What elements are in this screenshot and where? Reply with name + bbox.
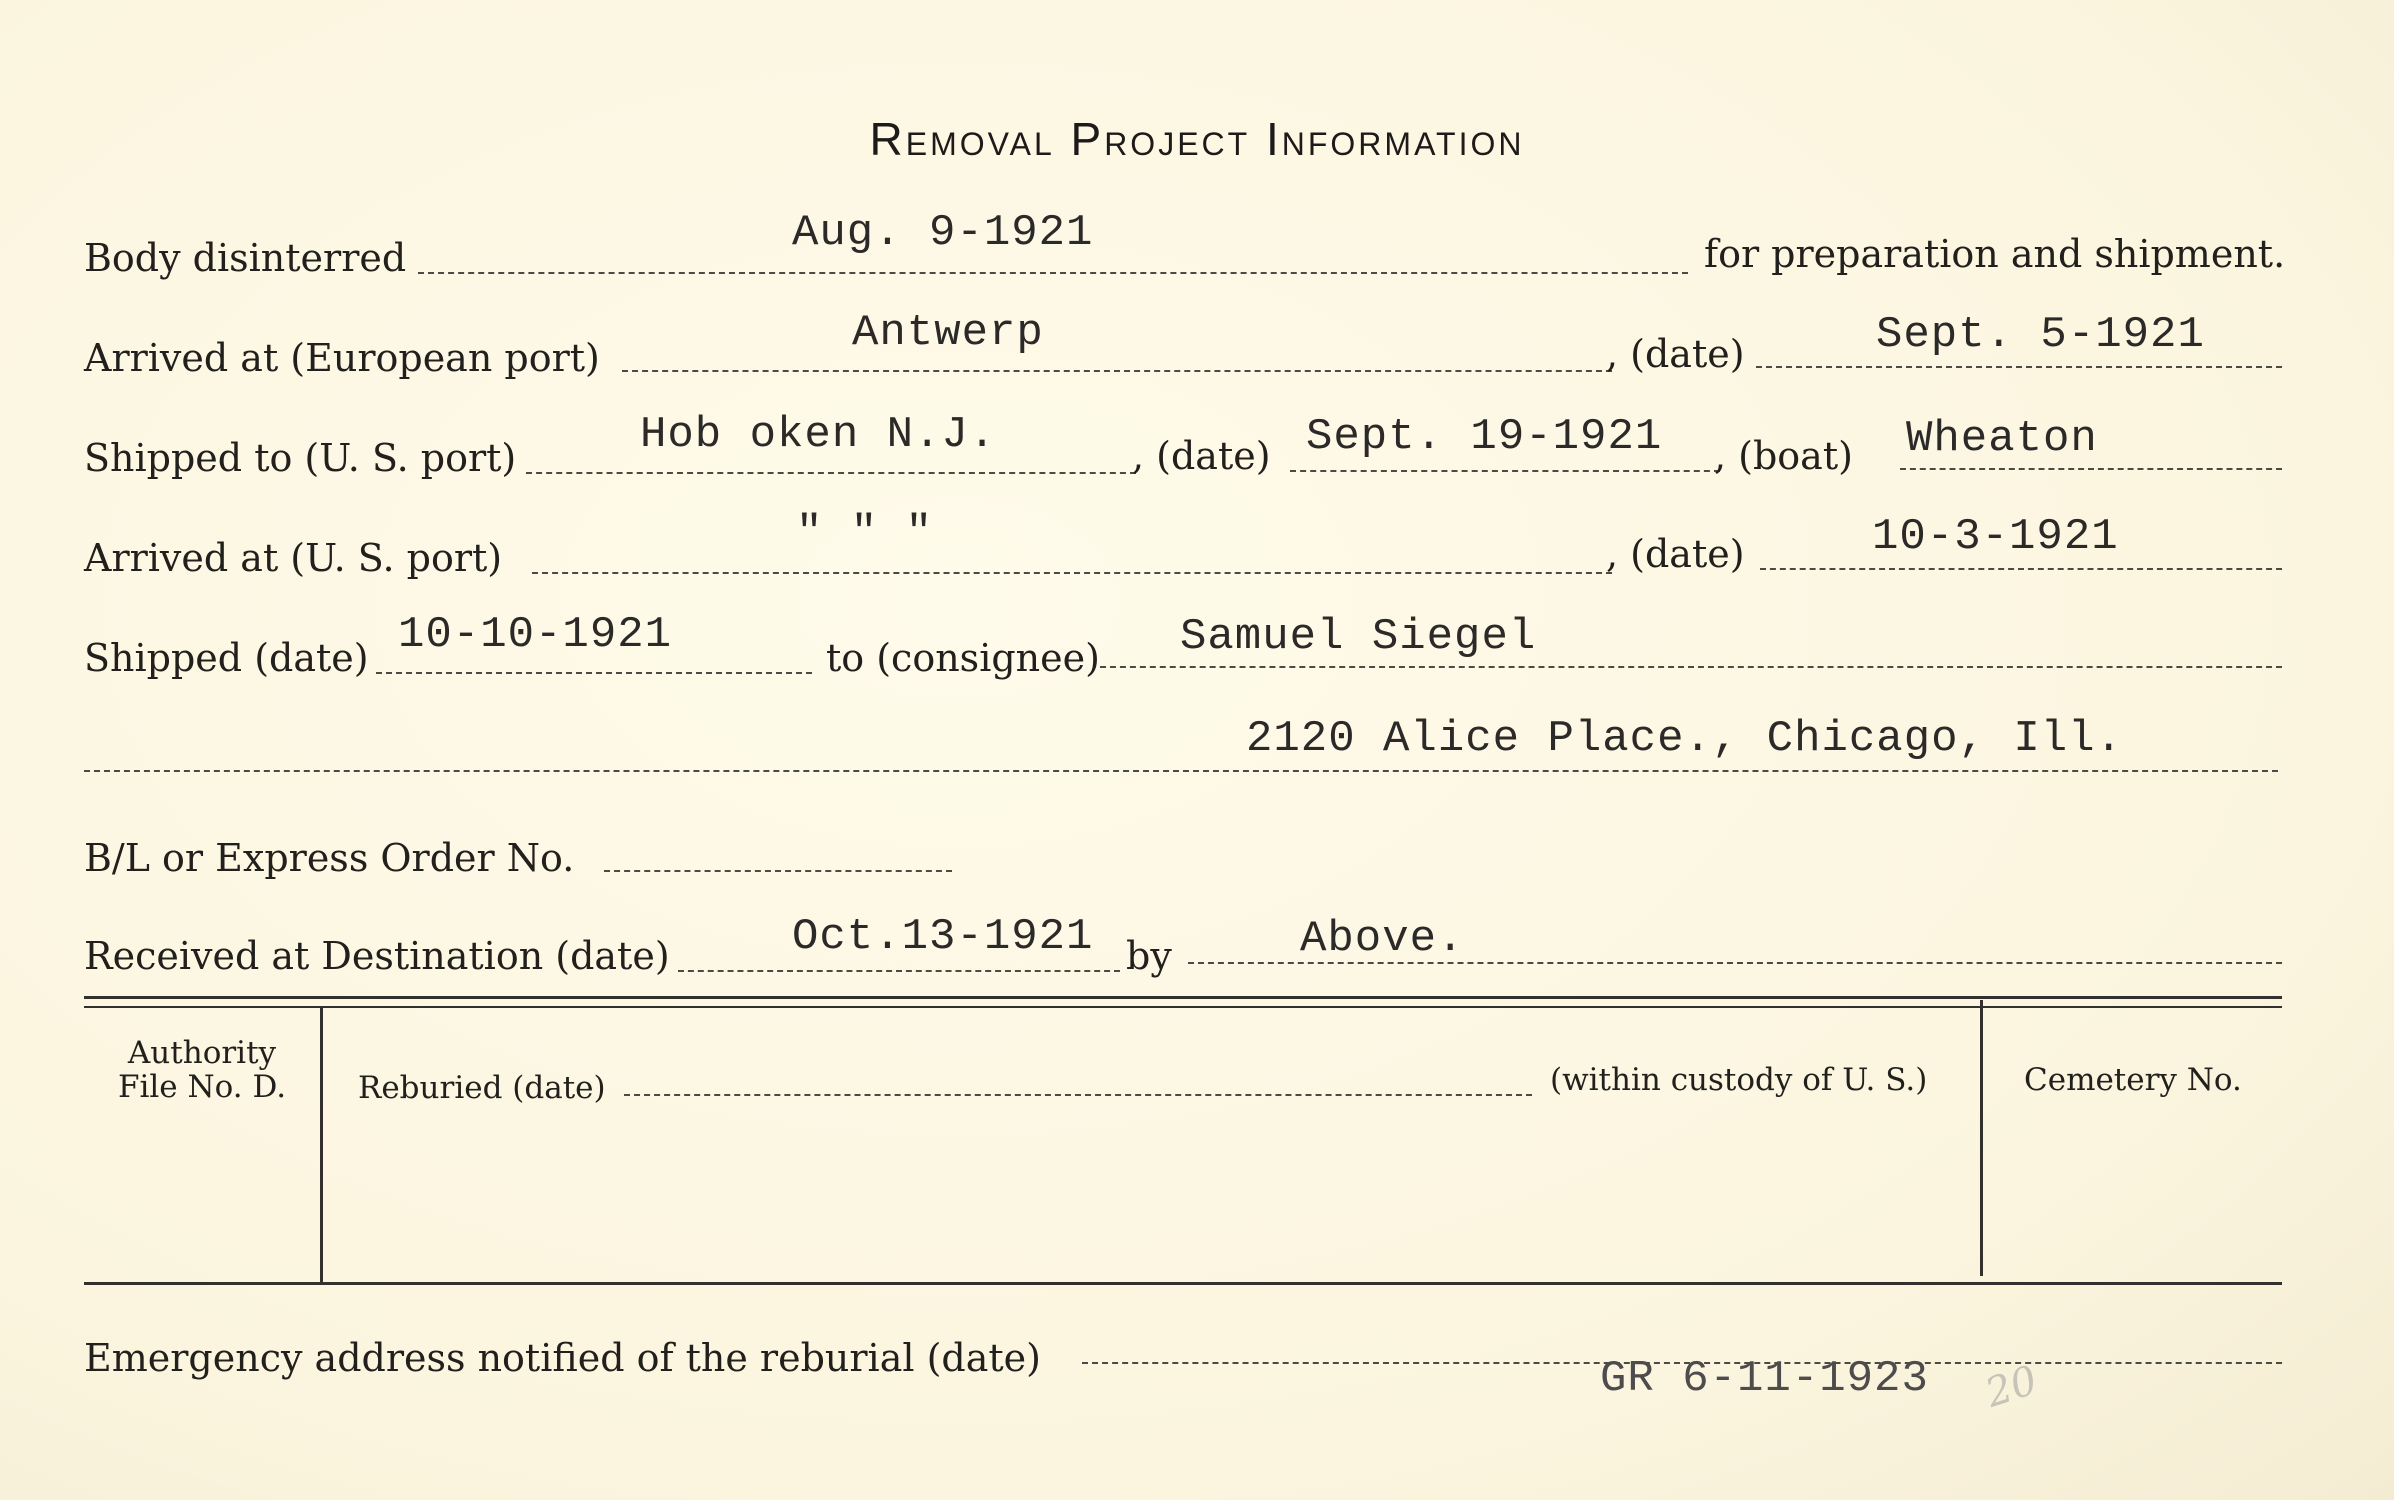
value-arrived-us-port: " " " <box>796 508 934 558</box>
line-boat <box>1900 468 2282 470</box>
label-arrived-us-port: Arrived at (U. S. port) <box>84 536 503 580</box>
line-consignee-address <box>84 770 2278 772</box>
label-emergency-address: Emergency address notified of the reburial (date) <box>84 1336 1041 1380</box>
table-top-rule-2 <box>84 1006 2282 1008</box>
pencil-note: 20 <box>1980 1357 2043 1417</box>
line-body-disinterred <box>418 272 1688 274</box>
label-received-by: by <box>1126 934 1172 978</box>
card-title: Removal Project Information <box>869 113 1525 165</box>
value-boat: Wheaton <box>1906 414 2098 464</box>
label-shipped-to-us-port: Shipped to (U. S. port) <box>84 436 517 480</box>
value-emergency-stamp: GR 6-11-1923 <box>1600 1354 1929 1404</box>
value-received-date: Oct.13-1921 <box>792 912 1094 962</box>
label-arrived-us-port-date: , (date) <box>1606 532 1745 576</box>
line-arrived-us-port-date <box>1760 568 2282 570</box>
table-top-rule-1 <box>84 996 2282 999</box>
line-shipped-to-us-port <box>526 472 1136 474</box>
table-bottom-rule <box>84 1282 2282 1285</box>
label-shipped-date: Shipped (date) <box>84 636 369 680</box>
line-consignee <box>1100 666 2282 668</box>
label-arrived-european-port: Arrived at (European port) <box>84 336 600 380</box>
value-received-by: Above. <box>1300 914 1465 964</box>
line-reburied-date <box>624 1094 1532 1096</box>
label-within-custody: (within custody of U. S.) <box>1550 1062 1928 1098</box>
value-shipped-to-us-port: Hob oken N.J. <box>640 410 997 460</box>
line-bl-express-order <box>604 870 952 872</box>
label-reburied-date: Reburied (date) <box>358 1070 606 1106</box>
table-divider-right <box>1980 1000 1983 1276</box>
line-arrived-us-port <box>532 572 1612 574</box>
value-arrived-us-port-date: 10-3-1921 <box>1872 512 2119 562</box>
line-received-date <box>678 970 1120 972</box>
label-bl-express-order: B/L or Express Order No. <box>84 836 575 880</box>
label-authority-line2: File No. D. <box>117 1069 287 1105</box>
value-european-port-date: Sept. 5-1921 <box>1876 310 2205 360</box>
label-received-destination: Received at Destination (date) <box>84 934 670 978</box>
label-body-disinterred: Body disinterred <box>84 236 407 280</box>
line-shipped-date <box>376 672 812 674</box>
value-shipped-to-date: Sept. 19-1921 <box>1306 412 1663 462</box>
value-consignee-name: Samuel Siegel <box>1180 612 1537 662</box>
value-disinterred-date: Aug. 9-1921 <box>792 208 1094 258</box>
line-european-port-date <box>1756 366 2282 368</box>
value-european-port: Antwerp <box>852 308 1044 358</box>
label-authority-line1: Authority <box>127 1035 277 1071</box>
label-boat: , (boat) <box>1714 434 1853 478</box>
table-divider-left <box>320 1008 323 1282</box>
value-shipped-date: 10-10-1921 <box>398 610 673 660</box>
label-authority-file-no <box>84 1036 320 1104</box>
label-consignee: to (consignee) <box>826 636 1100 680</box>
label-european-port-date: , (date) <box>1606 332 1745 376</box>
line-european-port <box>622 370 1612 372</box>
label-preparation-shipment: for preparation and shipment. <box>1704 232 2286 276</box>
line-shipped-to-date <box>1290 470 1720 472</box>
label-shipped-to-date: , (date) <box>1132 434 1271 478</box>
label-cemetery-no: Cemetery No. <box>2024 1062 2242 1098</box>
value-consignee-address: 2120 Alice Place., Chicago, Ill. <box>1246 714 2123 764</box>
